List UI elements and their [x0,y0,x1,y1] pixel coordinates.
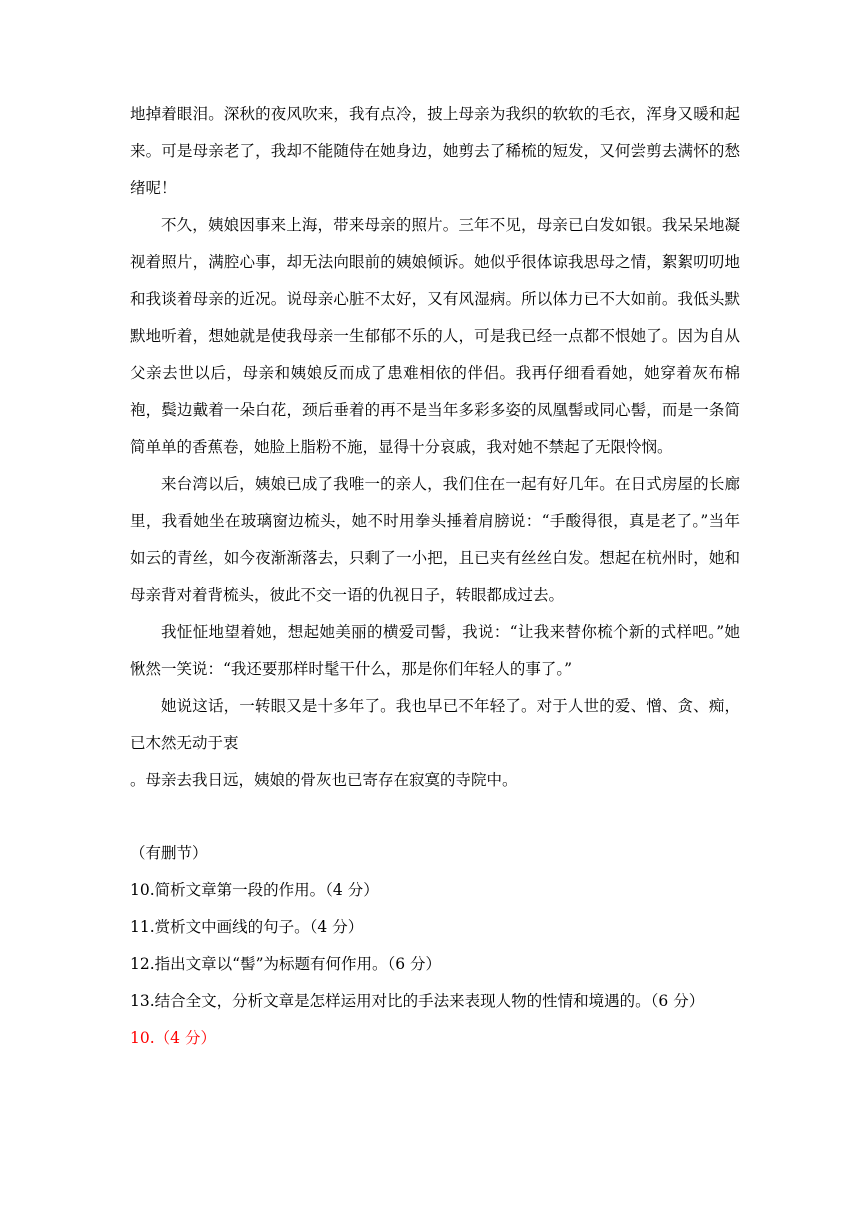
paragraph-continuation: 。母亲去我日远，姨娘的骨灰也已寄存在寂寞的寺院中。 [130,771,518,789]
paragraph-1: 地掉着眼泪。深秋的夜风吹来，我有点冷，披上母亲为我织的软软的毛衣，浑身又暖和起来。可是母亲老了，我却不能随侍在她身边，她剪去了稀梳的短发，又何尝剪去满怀的愁绪呢！ [130,105,740,197]
paragraph-3: 来台湾以后，姨娘已成了我唯一的亲人，我们住在一起有好几年。在日式房屋的长廊里，我看她坐在玻璃窗边梳头，她不时用拳头捶着肩膀说：“手酸得很，真是老了。”当年如云的青丝，如今夜渐渐落去，只剩了一小把，且已夹有丝丝白发。想起在杭州时，她和母亲背对着背梳头，彼此不交一语的仇视日子，转眼都成过去。 [130,475,740,604]
question-12: 12.指出文章以“髻”为标题有何作用。（6 分） [130,955,442,973]
paragraph-2: 不久，姨娘因事来上海，带来母亲的照片。三年不见，母亲已白发如银。我呆呆地凝视着照片，满腔心事，却无法向眼前的姨娘倾诉。她似乎很体谅我思母之情，絮絮叨叨地和我谈着母亲的近况。说母亲心脏不太好，又有风湿病。所以体力已不大如前。我低头默默地听着，想她就是使我母亲一生郁郁不乐的人，可是我已经一点都不恨她了。因为自从父亲去世以后，母亲和姨娘反而成了患难相依的伴侣。我再仔细看看她，她穿着灰布棉袍，鬓边戴着一朵白花，颈后垂着的再不是当年多彩多姿的凤凰髻或同心髻，而是一条简简单单的香蕉卷，她脸上脂粉不施，显得十分哀戚，我对她不禁起了无限怜悯。 [130,216,740,456]
question-10: 10.简析文章第一段的作用。（4 分） [130,881,379,899]
abridged-note: （有删节） [130,844,208,862]
paragraph-5: 她说这话，一转眼又是十多年了。我也早已不年轻了。对于人世的爱、憎、贪、痴，已木然无动于衷 [130,697,740,752]
paragraph-4: 我怔怔地望着她，想起她美丽的横爱司髻，我说：“让我来替你梳个新的式样吧。”她愀然一笑说：“我还要那样时髦干什么，那是你们年轻人的事了。” [130,623,740,678]
question-13: 13.结合全文，分析文章是怎样运用对比的手法来表现人物的性情和境遇的。（6 分） [130,992,705,1010]
question-11: 11.赏析文中画线的句子。（4 分） [130,918,364,936]
spacer [130,799,740,835]
answer-label-10: 10.（4 分） [130,1029,216,1047]
document-body [130,96,740,1057]
